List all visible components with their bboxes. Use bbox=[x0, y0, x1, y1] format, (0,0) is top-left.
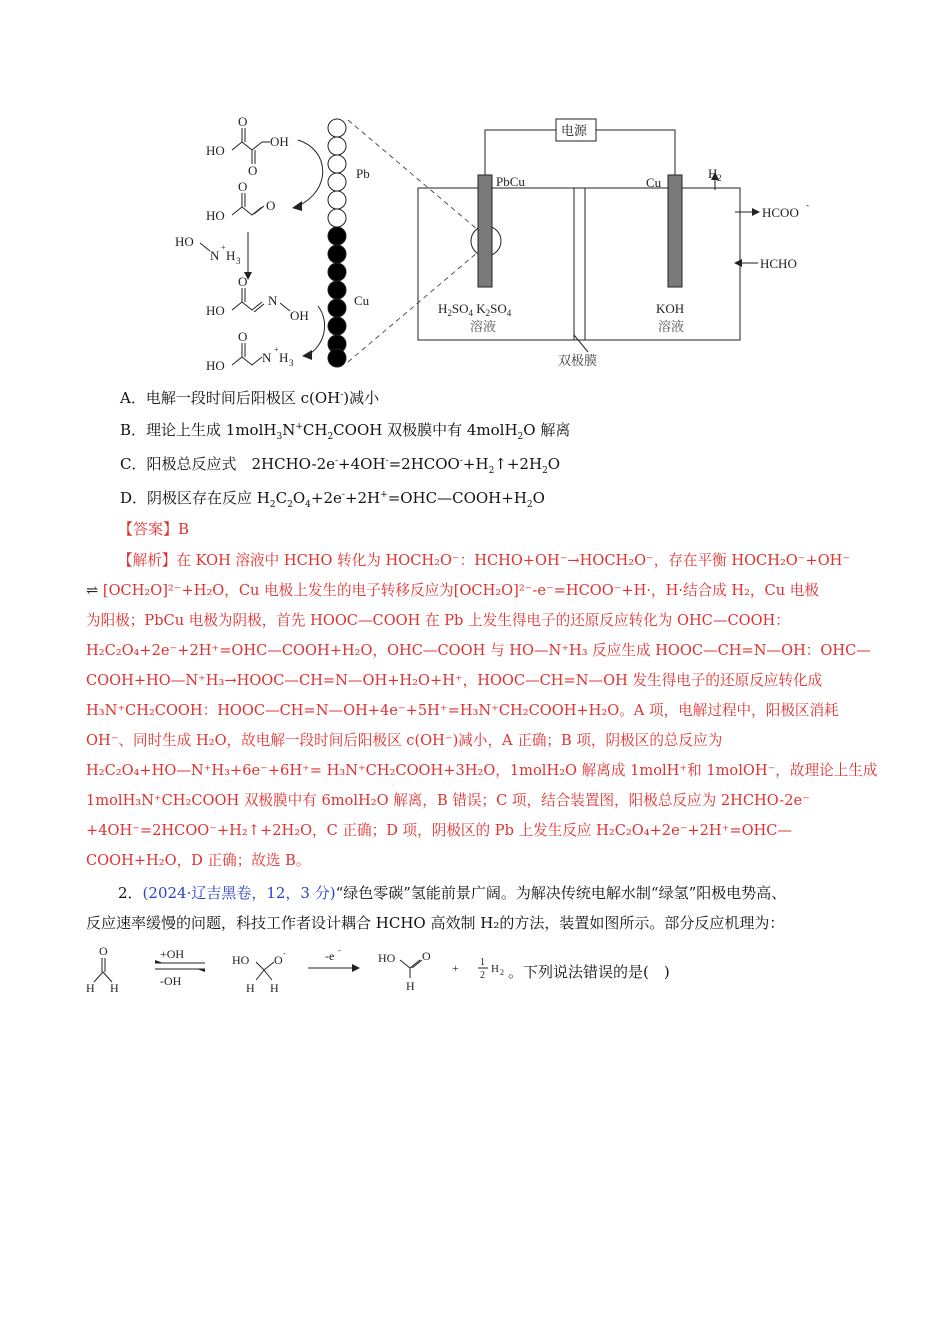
analysis-line: ⇌ [OCH₂O]²⁻+H₂O，Cu 电极上发生的电子转移反应为[OCH₂O]²⁻-e⁻=HCOO⁻+H·，H·结合成 H₂，Cu 电极 bbox=[86, 582, 819, 599]
svg-text:-: - bbox=[338, 946, 341, 955]
left-solution-word: 溶液 bbox=[470, 319, 497, 334]
hydroxylamine-n: N bbox=[210, 248, 220, 263]
formaldehyde-h: H bbox=[110, 981, 119, 995]
half-denominator: 2 bbox=[480, 970, 485, 981]
formaldehyde-o: O bbox=[99, 944, 108, 958]
membrane-label: 双极膜 bbox=[558, 353, 598, 368]
option-b: B．理论上生成 $1molH_3N^+CH_2COOH$ 双极膜中有 4molH$_2$O 解离 bbox=[120, 421, 571, 442]
oxalic-o-bottom: O bbox=[248, 163, 258, 178]
minus-e-label: -e bbox=[325, 949, 335, 963]
glyox-ho: HO bbox=[206, 208, 225, 223]
option-d: D．阴极区存在反应 $H_2C_2O_4+2e^-+2H^+=OHC—COOH+H_2O$ bbox=[120, 489, 545, 510]
svg-text:+: + bbox=[274, 345, 279, 354]
analysis-line: 1molH₃N⁺CH₂COOH 双极膜中有 6molH₂O 解离，B 错误；C 项，结合装置图，阳极总反应为 2HCHO-2e⁻ bbox=[86, 792, 810, 809]
oxime-ho: HO bbox=[206, 303, 225, 318]
cu-label: Cu bbox=[354, 293, 370, 308]
answer-label: 【答案】B bbox=[118, 520, 190, 538]
hcoo-label: HCOO bbox=[762, 205, 799, 220]
analysis-line: H₂C₂O₄+HO—N⁺H₃+6e⁻+6H⁺= H₃N⁺CH₂COOH+3H₂O，1molH₂O 解离成 1molH⁺和 1molOH⁻，故理论上生成 bbox=[86, 762, 878, 779]
question-line: “绿色零碳”氢能前景广阔。为解决传统电解水制“绿氢”阳极电势高、 bbox=[335, 884, 787, 902]
minus-oh-label: -OH bbox=[160, 974, 182, 988]
formaldehyde-h: H bbox=[86, 981, 95, 995]
mechanism-row bbox=[0, 940, 950, 1000]
formate-o: O bbox=[422, 949, 431, 963]
question-number: 2． bbox=[118, 884, 143, 902]
oxalic-ho: HO bbox=[206, 143, 225, 158]
hydroxylamine-ho: HO bbox=[175, 234, 194, 249]
analysis-line: 【解析】在 KOH 溶液中 HCHO 转化为 HOCH₂O⁻：HCHO+OH⁻→HOCH₂O⁻，存在平衡 HOCH₂O⁻+OH⁻ bbox=[118, 552, 851, 569]
mechanism-structures bbox=[200, 128, 325, 365]
hemiacetal-o: O bbox=[274, 953, 283, 967]
oxime-oh: OH bbox=[290, 308, 309, 323]
electrolysis-figure bbox=[0, 0, 950, 380]
plus-oh-label: +OH bbox=[160, 947, 185, 961]
gly-o-top: O bbox=[238, 329, 248, 344]
analysis-line: H₃N⁺CH₂COOH：HOOC—CH=N—OH+4e⁻+5H⁺=H₃N⁺CH₂COOH+H₂O。A 项，电解过程中，阳极区消耗 bbox=[86, 702, 839, 719]
glyox-o-right: O bbox=[266, 198, 276, 213]
hemiacetal-ho: HO bbox=[232, 953, 250, 967]
gly-ho: HO bbox=[206, 358, 225, 373]
option-c: C．阳极总反应式 $2HCHO-2e^-+4OH^-=2HCOO^-+H_2↑+2H_2O$ bbox=[120, 455, 561, 476]
half-numerator: 1 bbox=[480, 957, 485, 968]
bead-chain bbox=[328, 119, 346, 367]
svg-text:3: 3 bbox=[289, 358, 294, 368]
question-tail: 。下列说法错误的是( ) bbox=[508, 963, 670, 981]
h2-product: H bbox=[491, 963, 499, 975]
svg-text:-: - bbox=[806, 200, 809, 210]
koh-label: KOH bbox=[656, 301, 685, 316]
hemiacetal-h: H bbox=[270, 981, 279, 995]
hcho-arrow-head bbox=[734, 259, 742, 267]
pb-label: Pb bbox=[356, 166, 370, 181]
hydroxylamine-h3: H bbox=[226, 248, 236, 263]
question-source: (2024·辽吉黑卷，12，3 分) bbox=[142, 884, 336, 902]
gly-n: N bbox=[262, 350, 272, 365]
equilibrium-icon: ⇌ bbox=[86, 582, 103, 599]
oxalic-oh: OH bbox=[270, 134, 289, 149]
cu-electrode bbox=[668, 175, 682, 287]
analysis-line: +4OH⁻=2HCOO⁻+H₂↑+2H₂O，C 正确；D 项，阴极区的 Pb 上发生反应 H₂C₂O₄+2e⁻+2H⁺=OHC— bbox=[86, 822, 793, 839]
plus-sign: + bbox=[452, 961, 459, 975]
option-a: A．电解一段时间后阳极区 c(OH-)减小 bbox=[120, 389, 380, 407]
glyox-o-top: O bbox=[238, 179, 248, 194]
formate-h: H bbox=[406, 979, 415, 993]
formate-ho: HO bbox=[378, 951, 396, 965]
analysis-line: 为阳极；PbCu 电极为阴极，首先 HOOC—COOH 在 Pb 上发生得电子的还原反应转化为 OHC—COOH： bbox=[86, 612, 790, 629]
hcho-label: HCHO bbox=[760, 256, 797, 271]
oxime-o-top: O bbox=[238, 274, 248, 289]
pbcu-label: PbCu bbox=[496, 174, 525, 189]
svg-text:-: - bbox=[283, 949, 286, 958]
pbcu-electrode bbox=[478, 175, 492, 287]
h2-label: H bbox=[708, 166, 718, 181]
analysis-line: H₂C₂O₄+2e⁻+2H⁺=OHC—COOH+H₂O，OHC—COOH 与 HO—N⁺H₃ 反应生成 HOOC—CH=N—OH：OHC— bbox=[86, 642, 871, 659]
cu-electrode-label: Cu bbox=[646, 175, 662, 190]
question-line: 反应速率缓慢的问题，科技工作者设计耦合 HCHO 高效制 H₂的方法，装置如图所示。部分反应机理为： bbox=[86, 914, 785, 932]
hcoo-arrow-head bbox=[752, 208, 760, 216]
analysis-line: COOH+H₂O，D 正确；故选 B。 bbox=[86, 852, 311, 869]
gly-h3: H bbox=[279, 350, 289, 365]
right-solution-word: 溶液 bbox=[658, 319, 685, 334]
question-2 bbox=[86, 878, 872, 938]
svg-text:+: + bbox=[221, 243, 226, 252]
arrow-head bbox=[292, 201, 302, 211]
svg-text:3: 3 bbox=[236, 256, 241, 266]
analysis bbox=[86, 546, 878, 876]
hemiacetal-h: H bbox=[246, 981, 255, 995]
analysis-line: COOH+HO—N⁺H₃→HOOC—CH=N—OH+H₂O+H⁺，HOOC—CH=N—OH 发生得电子的还原反应转化成 bbox=[86, 672, 823, 689]
h2so4-label: $H_2SO_4$ $K_2SO_4$ bbox=[438, 301, 512, 318]
power-source-label: 电源 bbox=[561, 123, 588, 138]
svg-text:2: 2 bbox=[717, 173, 722, 183]
oxime-n: N bbox=[268, 293, 278, 308]
oxalic-o-top: O bbox=[238, 114, 248, 129]
analysis-line: OH⁻、同时生成 H₂O，故电解一段时间后阳极区 c(OH⁻)减小，A 正确；B 项，阴极区的总反应为 bbox=[86, 732, 723, 749]
arrow-head bbox=[302, 350, 312, 360]
svg-text:2: 2 bbox=[500, 968, 504, 977]
